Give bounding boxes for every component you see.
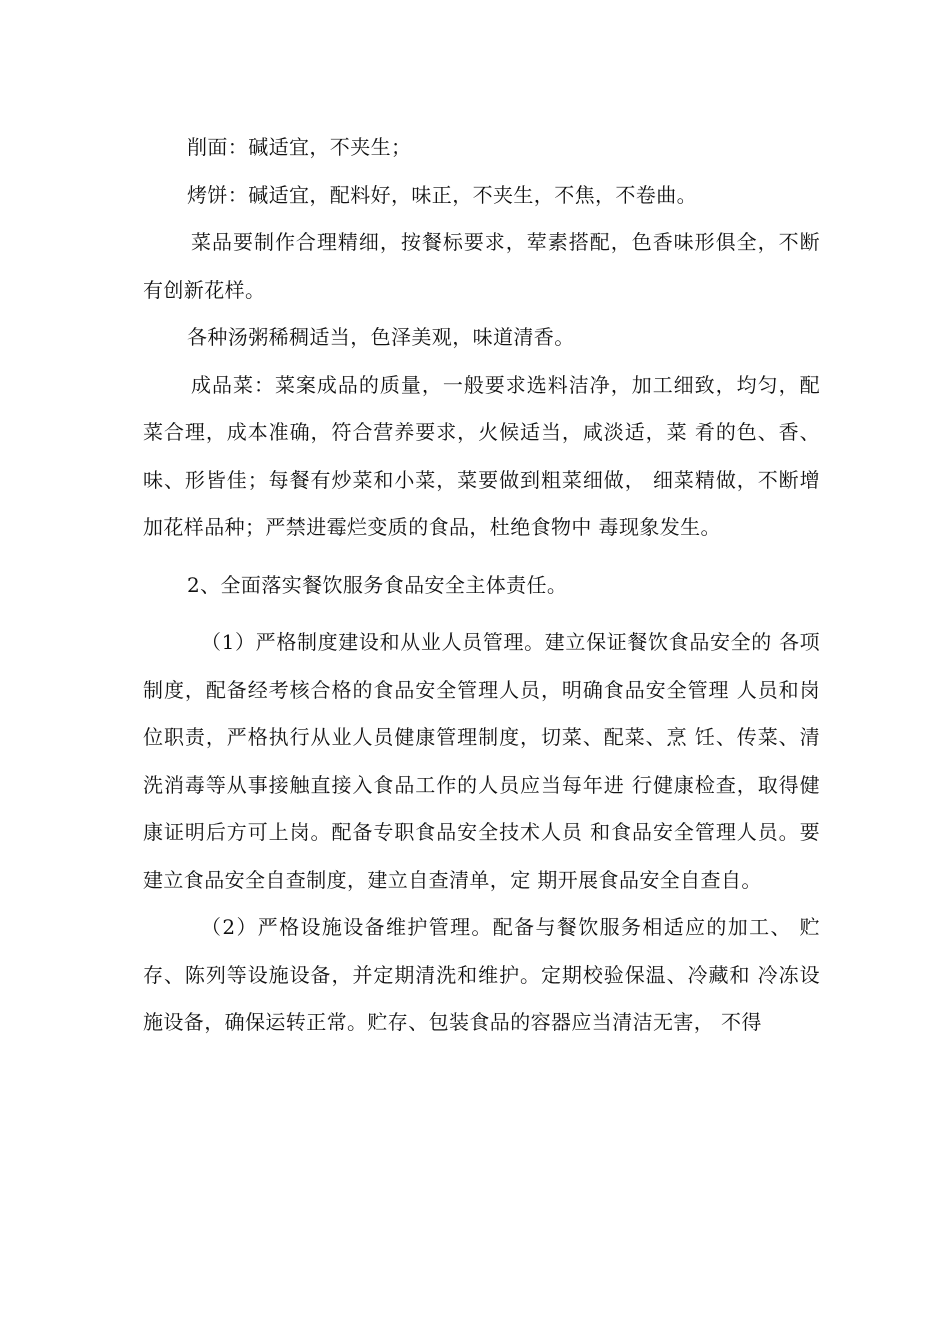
paragraph-staff-management: （1）严格制度建设和从业人员管理。建立保证餐饮食品安全的 各项制度，配备经考核合格的食品安全管理人员，明确食品安全管理 人员和岗位职责，严格执行从业人员健康管理制度，切菜、配菜、烹 饪、传菜、清洗消毒等从事接触直接入食品工作的人员应当每年进 行健康检查，取得健康证明后方可上岗。配备专职食品安全技术人员 和食品安全管理人员。要建立食品安全自查制度，建立自查清单，定 期开展食品安全自查自。 — [143, 630, 820, 892]
paragraph-equipment-maintenance: （2）严格设施设备维护管理。配备与餐饮服务相适应的加工、 贮存、陈列等设施设备，并定期清洗和维护。定期校验保温、冷藏和 冷冻设施设备，确保运转正常。贮存、包装食品的容器应当清洁无害， 不得 — [143, 915, 820, 1034]
paragraph-dish-requirements: 菜品要制作合理精细，按餐标要求，荤素搭配，色香味形俱全，不断有创新花样。 — [143, 230, 820, 302]
section-heading-responsibility: 2、全面落实餐饮服务食品安全主体责任。 — [187, 572, 568, 597]
document-body — [143, 124, 820, 1047]
paragraph-soup-porridge: 各种汤粥稀稠适当，色泽美观，味道清香。 — [187, 325, 575, 349]
paragraph-baked-bread: 烤饼：碱适宜，配料好，味正，不夹生，不焦，不卷曲。 — [187, 182, 697, 207]
paragraph-noodles: 削面：碱适宜，不夹生； — [187, 135, 412, 159]
paragraph-finished-dishes: 成品菜：菜案成品的质量，一般要求选料洁净，加工细致，均匀，配菜合理，成本准确，符合营养要求，火候适当，咸淡适，菜 肴的色、香、味、形皆佳；每餐有炒菜和小菜，菜要做到粗菜细做， 细菜精做，不断增加花样品种；严禁进霉烂变质的食品，杜绝食物中 毒现象发生。 — [143, 372, 820, 539]
